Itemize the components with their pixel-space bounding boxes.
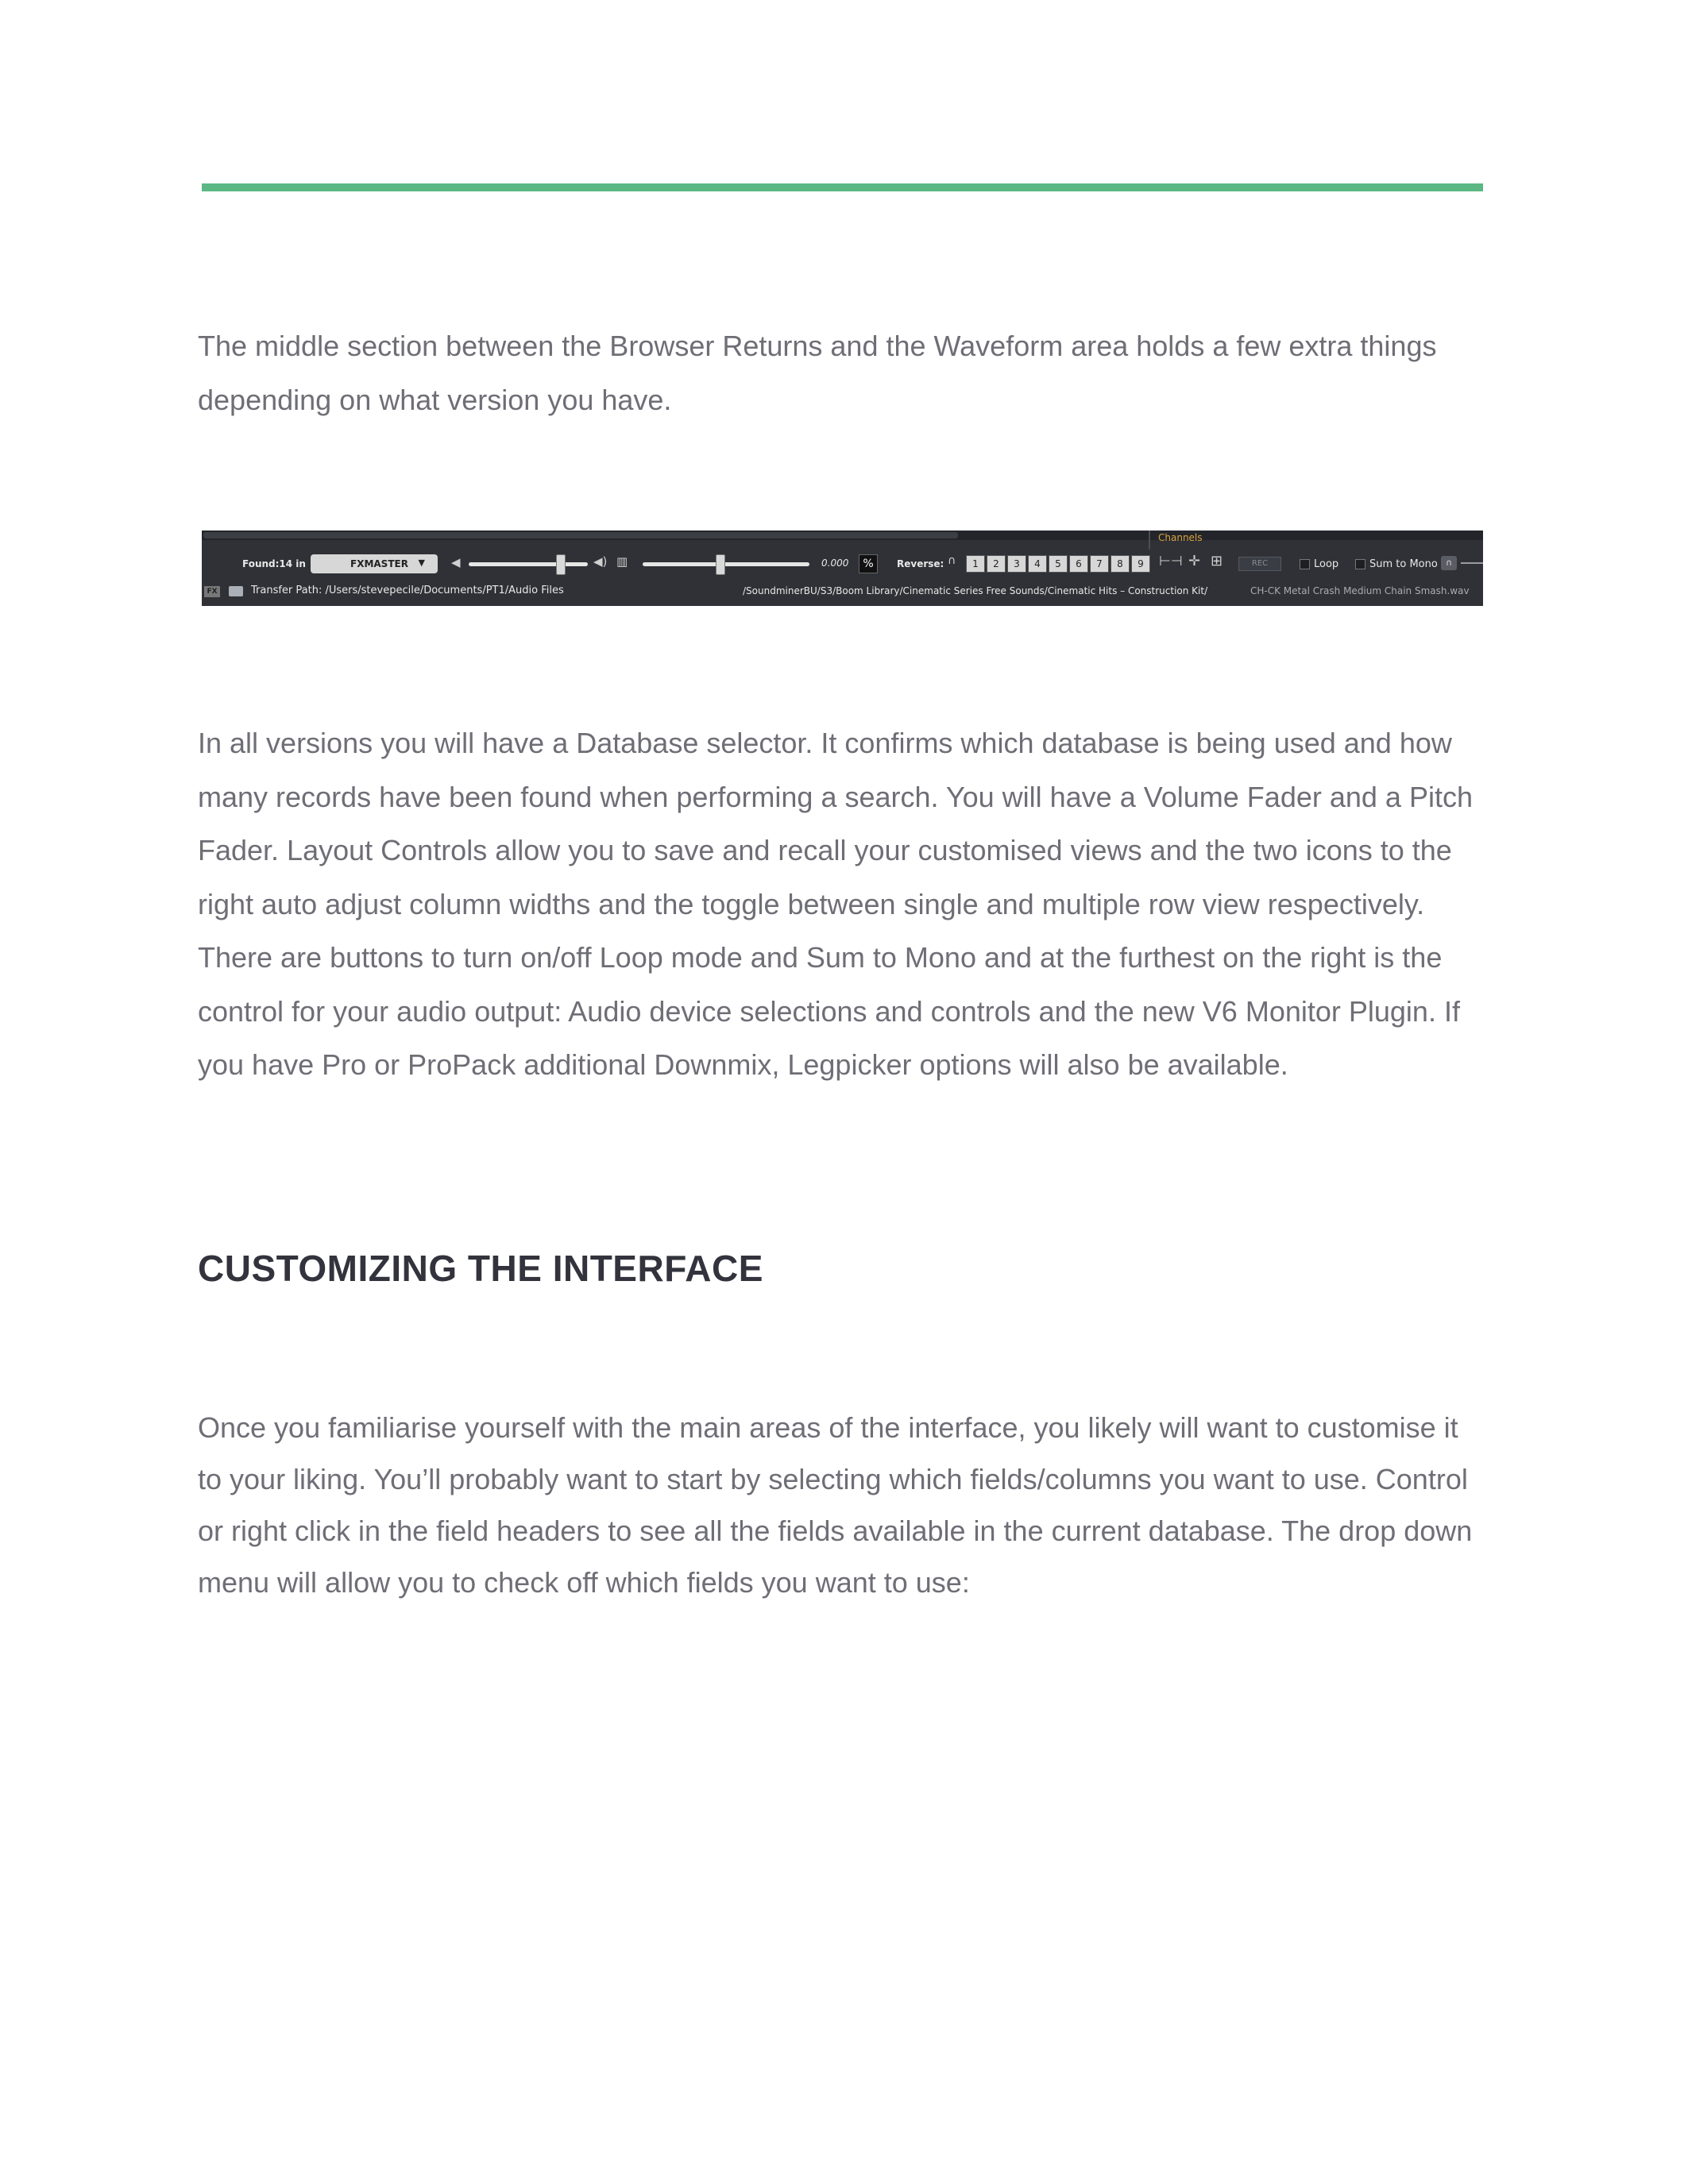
customizing-paragraph: Once you familiarise yourself with the main areas of the interface, you likely will want to customise it to your liking. You’ll probably want to start by selecting which fields/columns you want to use. Control or right click in the field headers to see all the fields available in the current database. The drop down menu will allow you to check off which fields you want to use: [198,1411,1473,1599]
channels-label: Channels [1158,532,1203,543]
channel-button-1[interactable]: 1 [966,555,985,573]
channel-button-8[interactable]: 8 [1111,555,1130,573]
channel-button-4[interactable]: 4 [1028,555,1047,573]
keyboard-icon[interactable]: ▥ [616,554,628,569]
fx-badge[interactable]: FX [204,586,220,597]
headphones-icon: ∩ [948,554,956,567]
speaker-low-icon: ◀ [451,555,461,569]
speaker-high-icon: ◀) [593,554,608,569]
channel-button-9[interactable]: 9 [1131,555,1150,573]
database-paragraph: In all versions you will have a Database selector. It confirms which database is being used and how many records have been found when performing a search. You will have a Volume Fader and a Pitch Fader. Layout Controls allow you to save and recall your customised views and the two icons to the right auto adjust column widths and the toggle between single and multiple row view respectively. There are buttons to turn on/off Loop mode and Sum to Mono and at the furthest on the right is the control for your audio output: Audio device selections and controls and the new V6 Monitor Plugin. If you have Pro or ProPack additional Downmix, Legpicker options will also be available. [198,727,1473,1081]
scroll-strip-bar [203,532,958,538]
volume-fader-handle[interactable] [556,554,566,575]
file-path: /SoundminerBU/S3/Boom Library/Cinematic Series Free Sounds/Cinematic Hits – Construction Kit/ [743,585,1208,596]
sum-to-mono-label: Sum to Mono [1369,558,1438,570]
folder-icon[interactable] [229,586,243,596]
database-selector[interactable] [311,554,438,573]
rec-button[interactable]: REC [1238,557,1281,571]
transfer-path: Transfer Path: /Users/stevepecile/Documents/PT1/Audio Files [251,585,564,596]
layout-grid-icon[interactable]: ⊞ [1211,553,1223,569]
sum-to-mono-checkbox[interactable] [1355,559,1365,569]
channel-buttons [966,555,1152,573]
panel-divider [1149,531,1150,550]
loop-label: Loop [1314,558,1339,570]
channel-button-3[interactable]: 3 [1007,555,1026,573]
file-name: CH-CK Metal Crash Medium Chain Smash.wav [1250,585,1470,596]
output-level-line [1461,562,1483,564]
toolbar-screenshot [202,531,1483,606]
loop-checkbox[interactable] [1300,559,1310,569]
reverse-label: Reverse: [897,558,944,569]
pitch-value: 0.000 [821,558,849,569]
percent-toggle[interactable]: % [859,554,878,573]
chevron-down-icon: ▼ [418,558,425,568]
channel-button-6[interactable]: 6 [1069,555,1088,573]
pitch-fader-track[interactable] [643,562,809,566]
section-heading: CUSTOMIZING THE INTERFACE [198,1248,763,1289]
pitch-fader-handle[interactable] [716,554,725,575]
audio-output-button[interactable]: ∩ [1441,556,1457,570]
channel-button-7[interactable]: 7 [1090,555,1109,573]
channel-button-2[interactable]: 2 [987,555,1006,573]
row-toggle-icon[interactable]: ✛ [1188,553,1201,569]
column-width-icon[interactable]: ⊢⊣ [1159,554,1183,569]
intro-paragraph: The middle section between the Browser Returns and the Waveform area holds a few extra things depending on what version you have. [198,330,1437,416]
section-divider [202,183,1483,191]
scroll-strip [202,531,1483,540]
found-count-label: Found:14 in [242,558,306,569]
database-name: FXMASTER [350,558,408,569]
volume-fader-track[interactable] [469,562,588,566]
channel-button-5[interactable]: 5 [1049,555,1068,573]
